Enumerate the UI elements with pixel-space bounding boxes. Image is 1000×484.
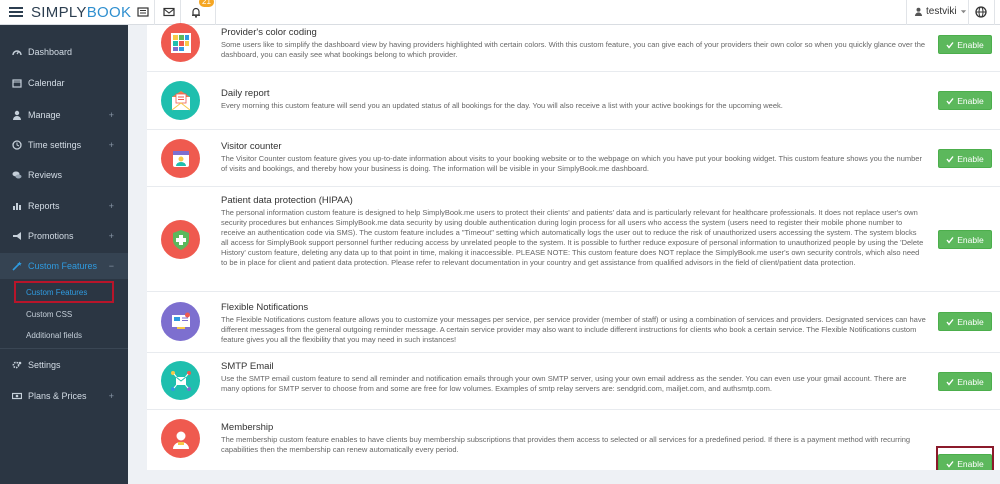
sidebar-item-manage[interactable]: [0, 102, 128, 128]
sidebar-subitem-custom-features[interactable]: [14, 281, 114, 303]
user-icon: [914, 7, 923, 16]
sidebar-item-reviews[interactable]: [0, 162, 128, 188]
feature-title: Flexible Notifications: [221, 302, 309, 313]
sidebar-item-label: Dashboard: [28, 47, 73, 57]
visitor-counter-icon: [161, 139, 200, 178]
sidebar-item-promotions[interactable]: [0, 223, 128, 249]
check-icon: [946, 236, 954, 244]
feature-description: The membership custom feature enables to have clients buy membership subscriptions that provides them access to selected or all services for a predefined period. If there is a payment method with recurring capabilities then the membership can renew automatically every period.: [221, 435, 911, 454]
sidebar-item-label: Calendar: [28, 78, 65, 88]
feature-description: Some users like to simplify the dashboard view by having providers highlighted with certain colors. With this custom feature, you can give each of your providers their own color so when you quickly glance over the dashboard, you can easily see what bookings belong to which provider.: [221, 40, 926, 59]
expand-icon: +: [108, 110, 114, 120]
email-network-icon: [161, 361, 200, 400]
notification-screen-icon: [161, 302, 200, 341]
sidebar-item-label: Time settings: [28, 140, 82, 150]
mail-icon[interactable]: [162, 5, 176, 19]
sidebar-item-label: Reviews: [28, 170, 63, 180]
sidebar-item-dashboard[interactable]: [0, 39, 128, 65]
check-icon: [946, 41, 954, 49]
feature-description: Use the SMTP email custom feature to send all reminder and notification emails through your own SMTP server, using your own email address as the sender. You can even use your gmail account. There are many options for SMTP server to choose from and some are free for low volumes. Examples of smtp relay servers are: sendgrid.com, mailjet.com, and authsmtp.com.: [221, 374, 907, 393]
feature-title: Daily report: [221, 88, 270, 99]
sidebar-subitem-label: Custom Features: [26, 287, 88, 297]
enable-button-label: Enable: [957, 39, 984, 50]
feature-description: The Flexible Notifications custom feature allows you to customize your messages per service, per service provider (member of staff) or using a combination of services and providers. Designated services can have different messages from the general outgoing reminder message. A certain service provider may also want to include different instructions for clients who book a certain service. The Flexible Notifications custom feature gives you all the flexibility that you may need in such instances!: [221, 315, 926, 344]
check-icon: [946, 155, 954, 163]
brand-logo-text: SIMPLY: [31, 3, 87, 21]
check-icon: [946, 460, 954, 468]
enable-button-flexible-notifications[interactable]: [938, 312, 992, 331]
feature-row-smtp-email: [147, 353, 1000, 410]
caret-down-icon: [960, 8, 967, 15]
sidebar-item-label: Settings: [28, 360, 61, 370]
content-footer-strip: [147, 470, 1000, 484]
feature-title: Provider's color coding: [221, 27, 317, 38]
color-grid-icon: [161, 23, 200, 62]
sidebar-item-plans-prices[interactable]: [0, 383, 128, 409]
calendar-icon: [12, 78, 22, 88]
sidebar-item-label: Promotions: [28, 231, 74, 241]
expand-icon: +: [108, 140, 114, 150]
sidebar-item-label: Reports: [28, 201, 60, 211]
sidebar-subitem-additional-fields[interactable]: [14, 326, 114, 344]
sidebar-item-reports[interactable]: [0, 193, 128, 219]
enable-button-label: Enable: [957, 376, 984, 387]
sidebar-item-settings[interactable]: [0, 352, 128, 378]
brand-logo-text-accent: BOOK: [86, 3, 132, 21]
member-card-icon: [161, 419, 200, 458]
check-icon: [946, 378, 954, 386]
feature-title: Visitor counter: [221, 141, 282, 152]
feature-row-membership: [147, 410, 1000, 470]
custom-features-list: [147, 25, 1000, 470]
enable-button-label: Enable: [957, 95, 984, 106]
expand-icon: +: [108, 231, 114, 241]
check-icon: [946, 318, 954, 326]
enable-button-smtp-email[interactable]: [938, 372, 992, 391]
feature-row-visitor-counter: [147, 130, 1000, 187]
brand-logo[interactable]: [31, 4, 131, 21]
feature-title: Patient data protection (HIPAA): [221, 195, 353, 206]
enable-button-label: Enable: [957, 234, 984, 245]
feature-row-patient-data-protection: [147, 187, 1000, 292]
sidebar: [0, 25, 128, 484]
gears-icon: [12, 360, 22, 370]
main-content: [147, 25, 1000, 484]
feature-row-provider-color-coding: [147, 25, 1000, 72]
feature-description: The personal information custom feature is designed to help SimplyBook.me users to protect their clients' and patients' data and is particularly relevant for healthcare professionals. It does not replace user's own security procedures but enhances SimplyBook.me data security by using double authentication during login process for all users who access the system (users need to register their mobile phone number to receive an authentication code via SMS). The custom feature includes a "Timeout" setting which automatically logs the user out to reduce the risk of unauthorized users accessing the system. The system blocks all access for SimplyBook support personnel further reducing access by unrelated people to the system. It is possible to further reduce exposure of personal information to unauthorized people by using the 'Delete History' custom feature, deleting any data up to that point in time, making it inaccessible. PLEASE NOTE: This custom feature does NOT replace the SimplyBook.me user's own security controls, which also need to be in place for client and patient data protection. Please refer to relevant documentation in your country and get assistance from qualified advisors in the field of client/patient data protection.: [221, 208, 924, 267]
sidebar-item-label: Plans & Prices: [28, 391, 87, 401]
dashboard-icon: [12, 47, 22, 57]
feature-title: Membership: [221, 422, 274, 433]
feature-description: The Visitor Counter custom feature gives you up-to-date information about visits to your booking website or to the webpage on which you have put your booking widget. This custom feature shows you the number of visits and bookings, and thereby how your business is doing. The information will be visible in your SimplyBook.me dashboard.: [221, 154, 922, 173]
expand-icon: +: [108, 201, 114, 211]
medical-shield-icon: [161, 220, 200, 259]
enable-button-provider-color-coding[interactable]: [938, 35, 992, 54]
bar-chart-icon: [12, 201, 22, 211]
sidebar-item-label: Custom Features: [28, 261, 98, 271]
expand-icon: +: [108, 391, 114, 401]
sidebar-item-calendar[interactable]: [0, 70, 128, 96]
feature-title: SMTP Email: [221, 361, 274, 372]
user-menu[interactable]: [914, 6, 967, 17]
comments-icon: [12, 170, 22, 180]
money-icon: [12, 391, 22, 401]
enable-button-visitor-counter[interactable]: [938, 149, 992, 168]
list-icon[interactable]: [136, 5, 150, 19]
sidebar-item-time-settings[interactable]: [0, 132, 128, 158]
enable-button-label: Enable: [957, 458, 984, 469]
feature-row-daily-report: [147, 72, 1000, 130]
envelope-report-icon: [161, 81, 200, 120]
username-label: testviki: [926, 6, 957, 17]
check-icon: [946, 97, 954, 105]
clock-icon: [12, 140, 22, 150]
enable-button-daily-report[interactable]: [938, 91, 992, 110]
enable-button-label: Enable: [957, 316, 984, 327]
hamburger-icon[interactable]: [9, 7, 23, 17]
top-navigation-bar: [0, 0, 1000, 25]
enable-button-label: Enable: [957, 153, 984, 164]
sidebar-item-label: Manage: [28, 110, 61, 120]
sidebar-subitem-custom-css[interactable]: [14, 305, 114, 323]
megaphone-icon: [12, 231, 22, 241]
enable-button-patient-data-protection[interactable]: [938, 230, 992, 249]
magic-wand-icon: [12, 261, 22, 271]
sidebar-subitem-label: Additional fields: [26, 330, 83, 340]
sidebar-subitem-label: Custom CSS: [26, 309, 73, 319]
globe-icon[interactable]: [974, 5, 988, 19]
notification-count-badge: 21: [199, 0, 214, 7]
feature-description: Every morning this custom feature will send you an updated status of all bookings for the day. You will also receive a list with your active bookings for the upcoming week.: [221, 101, 783, 110]
bell-icon[interactable]: [189, 5, 203, 19]
user-icon: [12, 110, 22, 120]
feature-row-flexible-notifications: [147, 292, 1000, 353]
collapse-icon: −: [108, 261, 114, 271]
sidebar-item-custom-features[interactable]: [0, 253, 128, 279]
